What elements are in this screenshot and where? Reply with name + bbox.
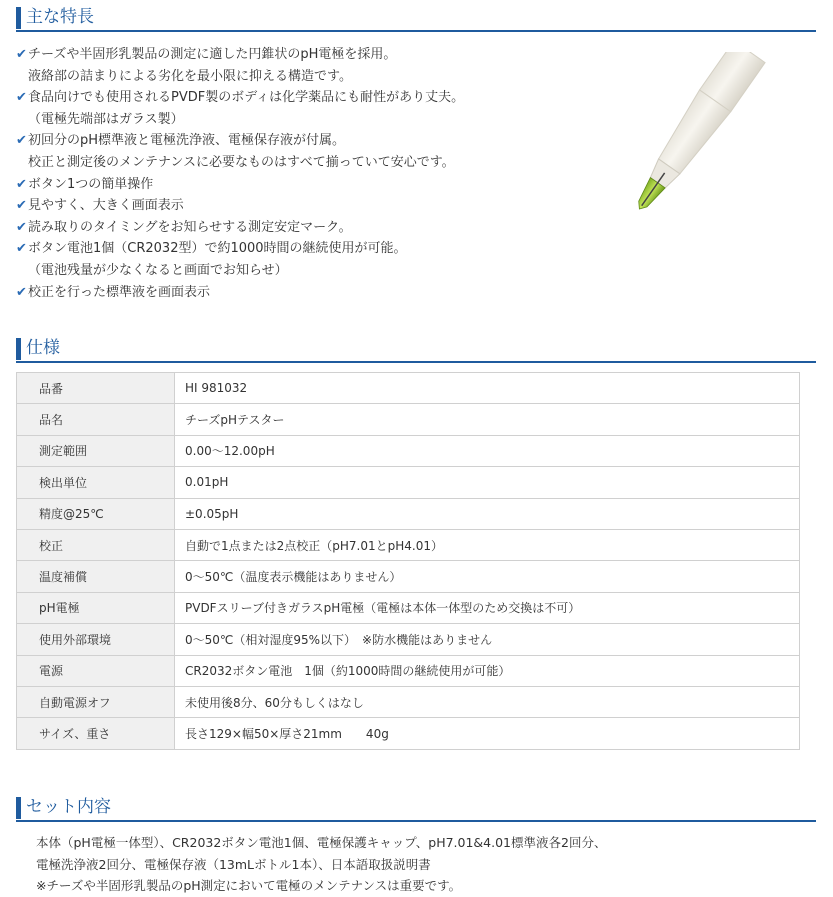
feature-line <box>16 174 576 196</box>
spec-label: 測定範囲 <box>17 435 175 466</box>
feature-line <box>16 282 576 304</box>
spec-value: 0.01pH <box>175 467 800 498</box>
spec-value: 0.00～12.00pH <box>175 435 800 466</box>
spec-label: 使用外部環境 <box>17 624 175 655</box>
checkmark-icon: ✔ <box>16 47 27 62</box>
spec-value: ±0.05pH <box>175 498 800 529</box>
feature-text: チーズや半固形乳製品の測定に適した円錐状のpH電極を採用。 <box>28 47 397 62</box>
spec-label: 校正 <box>17 529 175 560</box>
spec-value: PVDFスリーブ付きガラスpH電極（電極は本体一体型のため交換は不可） <box>175 592 800 623</box>
section-accent-bar <box>16 7 21 29</box>
feature-text: 読み取りのタイミングをお知らせする測定安定マーク。 <box>28 219 352 235</box>
spec-section-header <box>16 337 816 363</box>
spec-value: HI 981032 <box>175 373 800 404</box>
spec-row <box>17 467 800 498</box>
spec-label: 電源 <box>17 655 175 686</box>
set-contents-line: 本体（pH電極一体型）、CR2032ボタン電池1個、電極保護キャップ、pH7.01&4.01標準液各2回分、 <box>36 835 607 850</box>
set-section-header <box>16 796 816 822</box>
checkmark-icon: ✔ <box>16 284 27 300</box>
spec-label: 品名 <box>17 404 175 435</box>
features-section-title: 主な特長 <box>26 7 94 27</box>
feature-line <box>16 217 576 239</box>
checkmark-icon: ✔ <box>16 133 27 149</box>
section-accent-bar <box>16 797 21 819</box>
feature-line <box>16 238 576 260</box>
spec-label: 検出単位 <box>17 467 175 498</box>
feature-line <box>16 195 576 217</box>
features-list <box>16 44 576 303</box>
checkmark-icon: ✔ <box>16 198 27 214</box>
spec-value: 自動で1点または2点校正（pH7.01とpH4.01） <box>175 529 800 560</box>
feature-line <box>16 152 576 174</box>
feature-line <box>16 130 576 152</box>
set-section-title: セット内容 <box>26 797 111 817</box>
spec-row <box>17 373 800 404</box>
ph-electrode-probe-image <box>596 52 778 230</box>
checkmark-icon: ✔ <box>16 241 27 257</box>
spec-value: 0～50℃（相対湿度95%以下） ※防水機能はありません <box>175 624 800 655</box>
feature-text: （電池残量が少なくなると画面でお知らせ） <box>28 262 288 278</box>
spec-value: 未使用後8分、60分もしくはなし <box>175 686 800 717</box>
set-contents-line: 電極洗浄液2回分、電極保存液（13mLボトル1本）、日本語取扱説明書 <box>36 856 431 872</box>
feature-line <box>16 87 576 109</box>
features-section-header <box>16 6 816 32</box>
feature-text: 食品向けでも使用されるPVDF製のボディは化学薬品にも耐性があり丈夫。 <box>28 90 465 106</box>
feature-text: （電極先端部はガラス製） <box>28 111 184 127</box>
spec-label: サイズ、重さ <box>17 718 175 749</box>
spec-value: 0～50℃（温度表示機能はありません） <box>175 561 800 592</box>
set-contents-note: ※チーズや半固形乳製品のpH測定において電極のメンテナンスは重要です。 <box>36 878 462 893</box>
spec-row <box>17 404 800 435</box>
feature-text: 液絡部の詰まりによる劣化を最小限に抑える構造です。 <box>28 68 352 84</box>
feature-text: 見やすく、大きく画面表示 <box>28 198 184 214</box>
spec-row <box>17 561 800 592</box>
spec-table <box>16 372 800 750</box>
feature-text: 初回分のpH標準液と電極洗浄液、電極保存液が付属。 <box>28 133 346 149</box>
spec-row <box>17 435 800 466</box>
spec-value: CR2032ボタン電池 1個（約1000時間の継続使用が可能） <box>175 655 800 686</box>
spec-label: 品番 <box>17 373 175 404</box>
feature-line <box>16 66 576 88</box>
feature-text: ボタン1つの簡単操作 <box>28 176 154 192</box>
spec-value: チーズpHテスター <box>175 404 800 435</box>
spec-section-title: 仕様 <box>26 338 60 358</box>
spec-row <box>17 624 800 655</box>
set-contents <box>36 832 606 897</box>
feature-line <box>16 44 576 66</box>
feature-text: ボタン電池1個（CR2032型）で約1000時間の継続使用が可能。 <box>28 241 407 257</box>
feature-line <box>16 109 576 131</box>
spec-row <box>17 686 800 717</box>
spec-value: 長さ129×幅50×厚さ21mm 40g <box>175 718 800 749</box>
spec-row <box>17 655 800 686</box>
checkmark-icon: ✔ <box>16 90 27 106</box>
checkmark-icon: ✔ <box>16 176 27 192</box>
feature-text: 校正と測定後のメンテナンスに必要なものはすべて揃っていて安心です。 <box>28 154 455 170</box>
spec-label: 自動電源オフ <box>17 686 175 717</box>
spec-row <box>17 592 800 623</box>
spec-row <box>17 498 800 529</box>
spec-label: 温度補償 <box>17 561 175 592</box>
spec-label: 精度@25℃ <box>17 498 175 529</box>
checkmark-icon: ✔ <box>16 219 27 235</box>
feature-text: 校正を行った標準液を画面表示 <box>28 284 211 300</box>
section-accent-bar <box>16 338 21 360</box>
spec-row <box>17 529 800 560</box>
spec-label: pH電極 <box>17 592 175 623</box>
spec-row <box>17 718 800 749</box>
feature-line <box>16 260 576 282</box>
